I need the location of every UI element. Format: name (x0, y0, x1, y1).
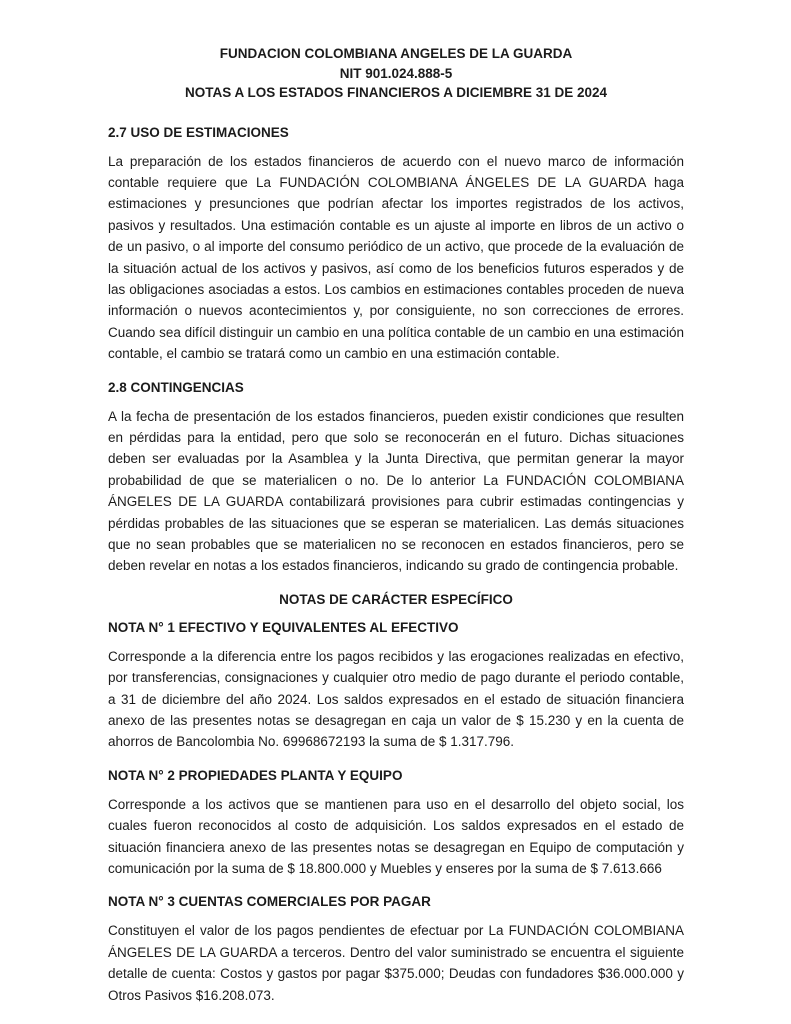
section-notas-caracter-especifico (108, 590, 684, 609)
section-heading: 2.7 USO DE ESTIMACIONES (108, 124, 289, 140)
paragraph: Corresponde a los activos que se mantienen para uso en el desarrollo del objeto social, los cuales fueron reconocidos al costo de adquisición. Los saldos expresados en el estado de situación financiera anexo de las presentes notas se desagregan en Equipo de computación y comunicación por la suma de $ 18.800.000 y Muebles y enseres por la suma de $ 7.613.666 (108, 796, 684, 877)
section-heading: NOTAS DE CARÁCTER ESPECÍFICO (279, 591, 513, 607)
section-contingencias (108, 378, 684, 577)
paragraph: Corresponde a la diferencia entre los pagos recibidos y las erogaciones realizadas en efectivo, por transferencias, consignaciones y cualquier otro medio de pago durante el periodo contable, a 31 de diciembre del año 2024. Los saldos expresados en el estado de situación financiera anexo de las presentes notas se desagregan en caja un valor de $ 15.230 y en la cuenta de ahorros de Bancolombia No. 69968672193 la suma de $ 1.317.796. (108, 648, 684, 750)
section-nota-3-cuentas-por-pagar (108, 892, 684, 1006)
paragraph: Constituyen el valor de los pagos pendientes de efectuar por La FUNDACIÓN COLOMBIANA ÁNGELES DE LA GUARDA a terceros. Dentro del valor suministrado se encuentra el siguiente detalle de cuenta: Costos y gastos por pagar $375.000; Deudas con fundadores $36.000.000 y Otros Pasivos $16.208.073. (108, 923, 684, 1003)
paragraph: A la fecha de presentación de los estados financieros, pueden existir condiciones que resulten en pérdidas para la entidad, pero que solo se reconocerán en el futuro. Dichas situaciones deben ser evaluadas por la Asamblea y la Junta Directiva, que permitan generar la mayor probabilidad de que se materialicen o no. De lo anterior La FUNDACIÓN COLOMBIANA ÁNGELES DE LA GUARDA contabilizará provisiones para cubrir estimadas contingencias y pérdidas probables de las situaciones que se esperan se materialicen. Las demás situaciones que no sean probables que se materialicen no se reconocen en estados financieros, pero se deben revelar en notas a los estados financieros, indicando su grado de contingencia probable. (108, 408, 684, 574)
document-header (108, 44, 684, 103)
section-nota-2-propiedades (108, 766, 684, 880)
section-heading: 2.8 CONTINGENCIAS (108, 379, 244, 395)
doc-title: NOTAS A LOS ESTADOS FINANCIEROS A DICIEMBRE 31 DE 2024 (184, 85, 608, 100)
section-heading: NOTA N° 1 EFECTIVO Y EQUIVALENTES AL EFECTIVO (108, 619, 459, 635)
section-heading: NOTA N° 2 PROPIEDADES PLANTA Y EQUIPO (108, 767, 403, 783)
section-heading: NOTA N° 3 CUENTAS COMERCIALES POR PAGAR (108, 894, 431, 910)
org-name: FUNDACION COLOMBIANA ANGELES DE LA GUARDA (219, 46, 573, 61)
nit-line: NIT 901.024.888-5 (339, 65, 453, 81)
section-nota-1-efectivo (108, 618, 684, 753)
section-uso-de-estimaciones (108, 123, 684, 365)
paragraph: La preparación de los estados financieros de acuerdo con el nuevo marco de información contable requiere que La FUNDACIÓN COLOMBIANA ÁNGELES DE LA GUARDA haga estimaciones y presunciones que podrían afectar los importes registrados de los activos, pasivos y resultados. Una estimación contable es un ajuste al importe en libros de un activo o de un pasivo, o al importe del consumo periódico de un activo, que procede de la evaluación de la situación actual de los activos y pasivos, así como de los beneficios futuros esperados y de las obligaciones asociadas a estos. Los cambios en estimaciones contables proceden de nueva información o nuevos acontecimientos y, por consiguiente, no son correcciones de errores. Cuando sea difícil distinguir un cambio en una política contable de un cambio en una estimación contable, el cambio se tratará como un cambio en una estimación contable. (108, 153, 684, 362)
